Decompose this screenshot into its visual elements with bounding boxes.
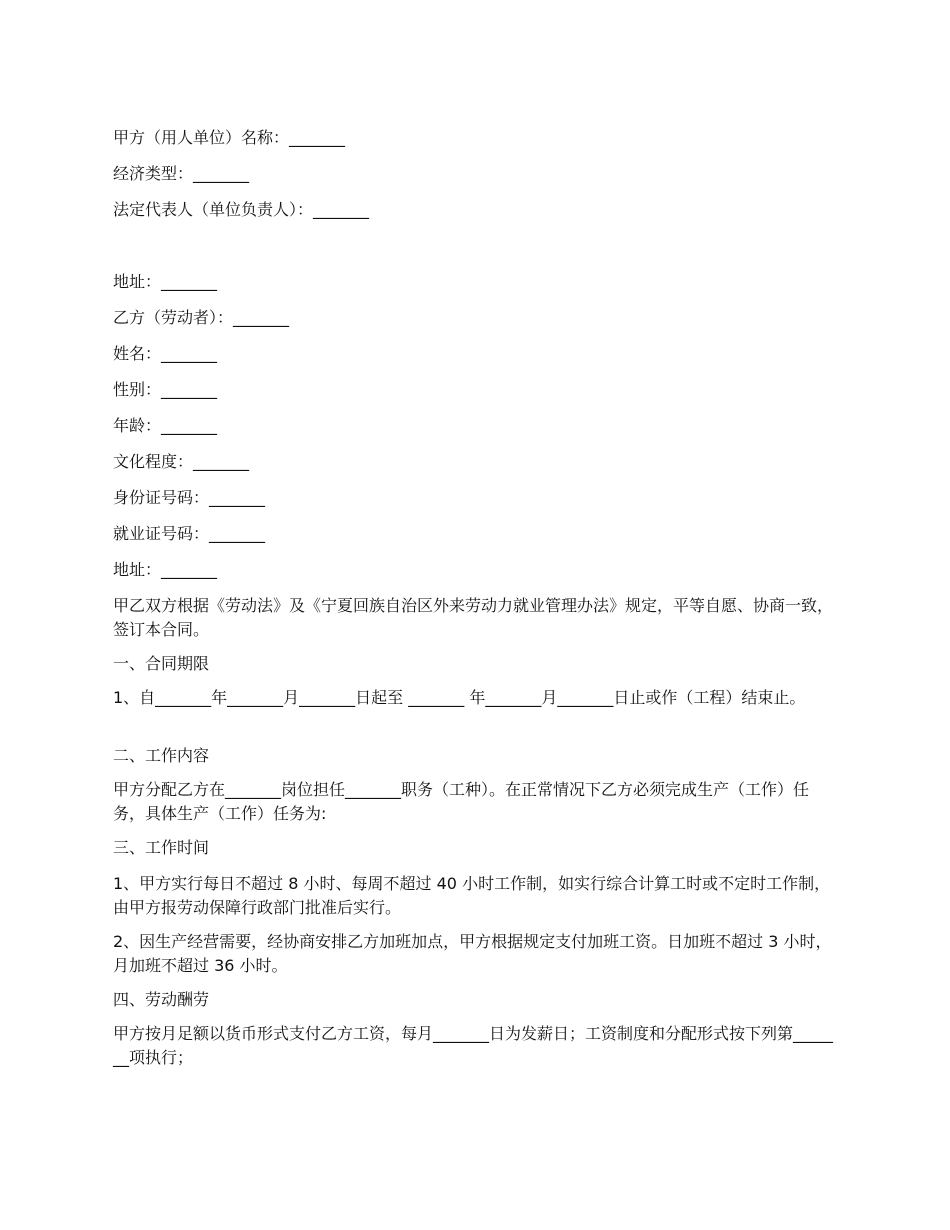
party-b-address-line: 地址：_______: [113, 560, 218, 579]
work-hours-paragraph-2: 2、因生产经营需要，经协商安排乙方加班加点，甲方根据规定支付加班工资。日加班不超过 3 小时，月加班不超过 36 小时。: [113, 932, 832, 975]
work-content-paragraph: 甲方分配乙方在_______岗位担任_______职务（工种）。在正常情况下乙方必须完成生产（工作）任务，具体生产（工作）任务为:: [113, 780, 810, 823]
age-line: 年龄：_______: [113, 416, 218, 435]
section-heading-term: 一、合同期限: [113, 654, 210, 673]
section-heading-work-hours: 三、工作时间: [113, 838, 210, 857]
gender-line: 性别：_______: [113, 380, 218, 399]
party-b-line: 乙方（劳动者）：_______: [113, 308, 290, 327]
education-line: 文化程度：_______: [113, 452, 250, 471]
remuneration-paragraph: 甲方按月足额以货币形式支付乙方工资，每月_______日为发薪日；工资制度和分配形式按下列第_______项执行；: [113, 1024, 834, 1067]
section-heading-work-content: 二、工作内容: [113, 746, 210, 765]
employment-cert-line: 就业证号码：_______: [113, 524, 266, 543]
economic-type-line: 经济类型：_______: [113, 164, 250, 183]
id-number-line: 身份证号码：_______: [113, 488, 266, 507]
contract-term-paragraph: 1、自_______年_______月_______日起至 _______ 年_______月_______日止或作（工程）结束止。: [113, 688, 806, 707]
section-heading-remuneration: 四、劳动酬劳: [113, 990, 210, 1009]
legal-representative-line: 法定代表人（单位负责人）：_______: [113, 200, 370, 219]
party-a-name-line: 甲方（用人单位）名称：_______: [113, 128, 346, 147]
work-hours-paragraph-1: 1、甲方实行每日不超过 8 小时、每周不超过 40 小时工作制，如实行综合计算工时或不定时工作制，由甲方报劳动保障行政部门批准后实行。: [113, 874, 831, 917]
preamble-paragraph: 甲乙双方根据《劳动法》及《宁夏回族自治区外来劳动力就业管理办法》规定，平等自愿、协商一致，签订本合同。: [113, 596, 834, 639]
party-a-address-line: 地址：_______: [113, 272, 218, 291]
name-line: 姓名：_______: [113, 344, 218, 363]
